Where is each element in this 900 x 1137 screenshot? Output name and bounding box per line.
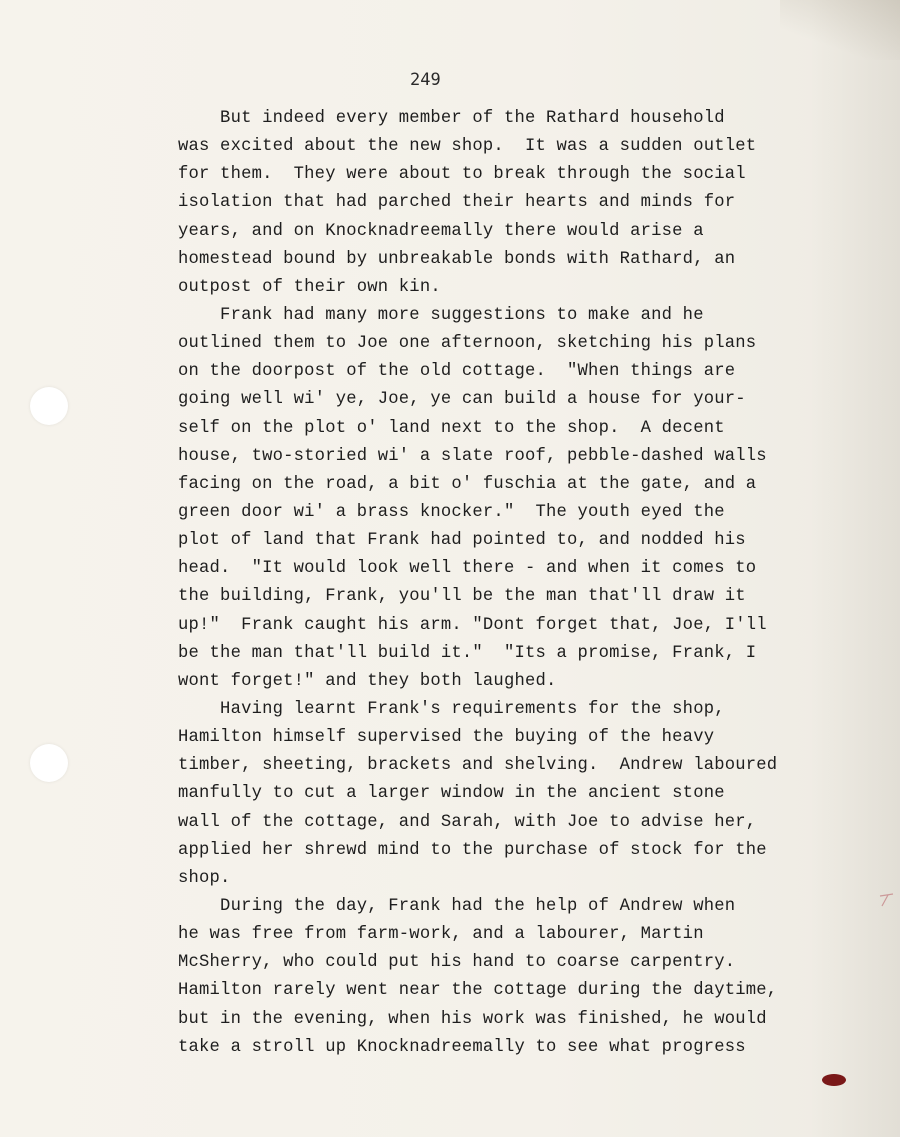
page-number: 249 <box>410 70 441 90</box>
text-line: Having learnt Frank's requirements for the shop, <box>178 699 725 719</box>
text-line: take a stroll up Knocknadreemally to see what progress <box>178 1037 746 1057</box>
text-line: isolation that had parched their hearts and minds for <box>178 193 736 213</box>
margin-pencil-mark <box>878 893 896 907</box>
text-line: he was free from farm-work, and a labourer, Martin <box>178 925 704 945</box>
text-line: shop. <box>178 868 231 888</box>
text-line: applied her shrewd mind to the purchase of stock for the <box>178 840 767 860</box>
text-line: self on the plot o' land next to the shop. A decent <box>178 418 725 438</box>
text-line: head. "It would look well there - and when it comes to <box>178 559 757 579</box>
text-line: wall of the cottage, and Sarah, with Joe to advise her, <box>178 812 757 832</box>
text-line: homestead bound by unbreakable bonds with Rathard, an <box>178 249 736 269</box>
text-line: manfully to cut a larger window in the ancient stone <box>178 784 725 804</box>
text-line: Hamilton rarely went near the cottage during the daytime, <box>178 981 778 1001</box>
text-line: Frank had many more suggestions to make and he <box>178 305 704 325</box>
text-line: outpost of their own kin. <box>178 277 441 297</box>
text-line: wont forget!" and they both laughed. <box>178 671 557 691</box>
text-line: Hamilton himself supervised the buying of the heavy <box>178 728 715 748</box>
text-line: During the day, Frank had the help of Andrew when <box>178 896 736 916</box>
punch-hole-upper <box>30 387 68 425</box>
ink-stain <box>822 1074 846 1086</box>
text-line: the building, Frank, you'll be the man that'll draw it <box>178 587 746 607</box>
text-line: was excited about the new shop. It was a sudden outlet <box>178 137 757 157</box>
text-line: be the man that'll build it." "Its a promise, Frank, I <box>178 643 757 663</box>
text-line: up!" Frank caught his arm. "Dont forget that, Joe, I'll <box>178 615 767 635</box>
text-line: But indeed every member of the Rathard household <box>178 109 725 128</box>
text-line: for them. They were about to break through the social <box>178 165 746 185</box>
text-line: facing on the road, a bit o' fuschia at the gate, and a <box>178 474 757 494</box>
text-line: green door wi' a brass knocker." The youth eyed the <box>178 502 725 522</box>
text-line: McSherry, who could put his hand to coarse carpentry. <box>178 953 736 973</box>
text-line: years, and on Knocknadreemally there would arise a <box>178 221 704 241</box>
text-line: outlined them to Joe one afternoon, sketching his plans <box>178 334 757 354</box>
text-line: going well wi' ye, Joe, ye can build a house for your- <box>178 390 746 410</box>
text-line: on the doorpost of the old cottage. "When things are <box>178 362 736 382</box>
manuscript-body <box>178 105 858 1062</box>
text-line: plot of land that Frank had pointed to, and nodded his <box>178 531 746 551</box>
punch-hole-lower <box>30 744 68 782</box>
text-line: but in the evening, when his work was finished, he would <box>178 1009 767 1029</box>
page-corner-shadow <box>780 0 900 60</box>
text-line: timber, sheeting, brackets and shelving. Andrew laboured <box>178 756 778 776</box>
text-line: house, two-storied wi' a slate roof, pebble-dashed walls <box>178 446 767 466</box>
